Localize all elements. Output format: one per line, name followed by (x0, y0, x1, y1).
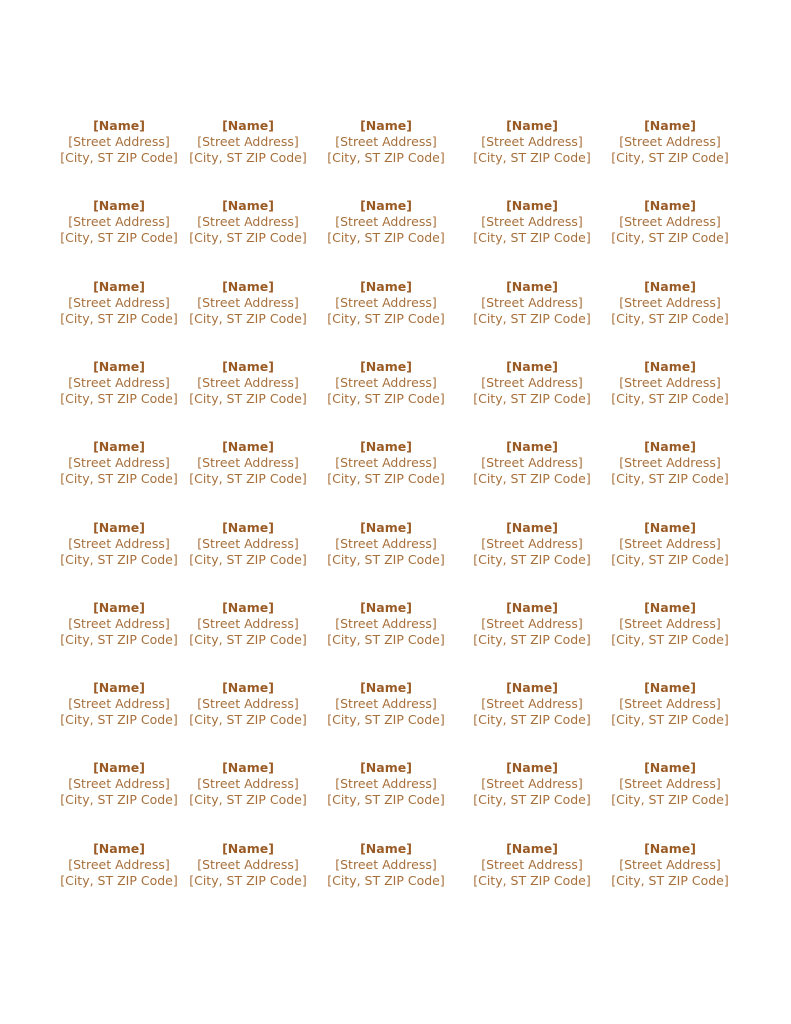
label-name: [Name] (360, 760, 412, 776)
label-name: [Name] (644, 278, 696, 294)
label-street-address: [Street Address] (197, 455, 299, 471)
address-label (52, 279, 186, 339)
label-street-address: [Street Address] (335, 696, 437, 712)
address-label (603, 118, 737, 178)
address-label (465, 279, 599, 339)
address-label (465, 760, 599, 820)
label-city-state-zip: [City, ST ZIP Code] (473, 712, 591, 728)
label-name: [Name] (93, 680, 145, 696)
label-street-address: [Street Address] (619, 856, 721, 872)
label-name: [Name] (93, 439, 145, 455)
label-street-address: [Street Address] (619, 776, 721, 792)
label-city-state-zip: [City, ST ZIP Code] (611, 872, 729, 888)
label-name: [Name] (222, 439, 274, 455)
label-name: [Name] (506, 118, 558, 133)
label-name: [Name] (644, 760, 696, 776)
label-name: [Name] (93, 278, 145, 294)
label-name: [Name] (93, 840, 145, 856)
label-name: [Name] (222, 840, 274, 856)
label-city-state-zip: [City, ST ZIP Code] (189, 872, 307, 888)
label-name: [Name] (360, 680, 412, 696)
address-label (603, 520, 737, 580)
address-label (181, 359, 315, 419)
label-street-address: [Street Address] (197, 535, 299, 551)
label-street-address: [Street Address] (481, 615, 583, 631)
label-name: [Name] (360, 599, 412, 615)
label-name: [Name] (222, 519, 274, 535)
label-street-address: [Street Address] (68, 374, 170, 390)
label-city-state-zip: [City, ST ZIP Code] (611, 390, 729, 406)
address-label (465, 520, 599, 580)
label-city-state-zip: [City, ST ZIP Code] (327, 792, 445, 808)
address-label (181, 841, 315, 901)
label-city-state-zip: [City, ST ZIP Code] (60, 712, 178, 728)
label-city-state-zip: [City, ST ZIP Code] (189, 471, 307, 487)
label-name: [Name] (222, 599, 274, 615)
address-label (181, 198, 315, 258)
label-name: [Name] (93, 599, 145, 615)
label-name: [Name] (506, 278, 558, 294)
address-label (319, 600, 453, 660)
address-label (319, 439, 453, 499)
label-city-state-zip: [City, ST ZIP Code] (473, 230, 591, 246)
address-label (319, 118, 453, 178)
label-name: [Name] (506, 840, 558, 856)
address-label (465, 359, 599, 419)
address-label (603, 279, 737, 339)
address-label (319, 520, 453, 580)
label-street-address: [Street Address] (335, 455, 437, 471)
label-name: [Name] (222, 760, 274, 776)
label-name: [Name] (360, 439, 412, 455)
label-city-state-zip: [City, ST ZIP Code] (327, 230, 445, 246)
label-city-state-zip: [City, ST ZIP Code] (473, 310, 591, 326)
address-label (603, 760, 737, 820)
label-street-address: [Street Address] (481, 374, 583, 390)
label-city-state-zip: [City, ST ZIP Code] (60, 310, 178, 326)
label-name: [Name] (222, 278, 274, 294)
address-label (319, 279, 453, 339)
label-city-state-zip: [City, ST ZIP Code] (189, 310, 307, 326)
address-label (52, 118, 186, 178)
label-city-state-zip: [City, ST ZIP Code] (60, 230, 178, 246)
label-name: [Name] (360, 840, 412, 856)
address-label (319, 198, 453, 258)
label-name: [Name] (93, 358, 145, 374)
label-street-address: [Street Address] (481, 214, 583, 230)
label-street-address: [Street Address] (335, 214, 437, 230)
label-street-address: [Street Address] (68, 615, 170, 631)
label-city-state-zip: [City, ST ZIP Code] (189, 712, 307, 728)
label-street-address: [Street Address] (197, 696, 299, 712)
label-street-address: [Street Address] (335, 134, 437, 149)
label-name: [Name] (644, 840, 696, 856)
label-street-address: [Street Address] (481, 856, 583, 872)
address-label (465, 198, 599, 258)
label-street-address: [Street Address] (197, 134, 299, 149)
label-city-state-zip: [City, ST ZIP Code] (60, 150, 178, 165)
label-street-address: [Street Address] (619, 615, 721, 631)
label-street-address: [Street Address] (68, 696, 170, 712)
label-street-address: [Street Address] (335, 615, 437, 631)
label-street-address: [Street Address] (68, 134, 170, 149)
label-name: [Name] (222, 680, 274, 696)
label-city-state-zip: [City, ST ZIP Code] (473, 792, 591, 808)
label-city-state-zip: [City, ST ZIP Code] (189, 390, 307, 406)
label-name: [Name] (506, 439, 558, 455)
label-name: [Name] (360, 358, 412, 374)
label-city-state-zip: [City, ST ZIP Code] (189, 792, 307, 808)
label-street-address: [Street Address] (197, 294, 299, 310)
label-name: [Name] (644, 680, 696, 696)
address-label (319, 841, 453, 901)
address-label (465, 439, 599, 499)
label-street-address: [Street Address] (335, 535, 437, 551)
label-street-address: [Street Address] (197, 214, 299, 230)
address-label (465, 118, 599, 178)
label-city-state-zip: [City, ST ZIP Code] (473, 150, 591, 165)
address-label (52, 760, 186, 820)
address-label (603, 680, 737, 740)
label-name: [Name] (506, 198, 558, 214)
address-label (465, 841, 599, 901)
label-name: [Name] (360, 198, 412, 214)
label-city-state-zip: [City, ST ZIP Code] (611, 631, 729, 647)
label-street-address: [Street Address] (68, 455, 170, 471)
label-name: [Name] (506, 760, 558, 776)
label-street-address: [Street Address] (481, 776, 583, 792)
label-name: [Name] (360, 519, 412, 535)
address-label (319, 680, 453, 740)
label-street-address: [Street Address] (481, 294, 583, 310)
address-label (319, 760, 453, 820)
address-label (52, 359, 186, 419)
label-city-state-zip: [City, ST ZIP Code] (611, 792, 729, 808)
label-city-state-zip: [City, ST ZIP Code] (60, 792, 178, 808)
label-name: [Name] (360, 278, 412, 294)
address-label (52, 198, 186, 258)
label-city-state-zip: [City, ST ZIP Code] (327, 872, 445, 888)
label-name: [Name] (360, 118, 412, 133)
label-city-state-zip: [City, ST ZIP Code] (189, 551, 307, 567)
label-street-address: [Street Address] (619, 696, 721, 712)
label-name: [Name] (93, 118, 145, 133)
label-city-state-zip: [City, ST ZIP Code] (189, 150, 307, 165)
label-street-address: [Street Address] (619, 535, 721, 551)
label-name: [Name] (644, 118, 696, 133)
address-label (52, 439, 186, 499)
address-label (603, 198, 737, 258)
label-city-state-zip: [City, ST ZIP Code] (473, 872, 591, 888)
label-name: [Name] (93, 760, 145, 776)
label-street-address: [Street Address] (197, 615, 299, 631)
label-city-state-zip: [City, ST ZIP Code] (60, 631, 178, 647)
label-street-address: [Street Address] (619, 294, 721, 310)
label-street-address: [Street Address] (481, 535, 583, 551)
label-city-state-zip: [City, ST ZIP Code] (60, 551, 178, 567)
label-name: [Name] (506, 599, 558, 615)
label-city-state-zip: [City, ST ZIP Code] (473, 390, 591, 406)
address-label (181, 760, 315, 820)
label-name: [Name] (506, 519, 558, 535)
label-street-address: [Street Address] (619, 374, 721, 390)
label-name: [Name] (644, 439, 696, 455)
label-city-state-zip: [City, ST ZIP Code] (611, 150, 729, 165)
address-label (181, 680, 315, 740)
label-name: [Name] (222, 198, 274, 214)
address-label (603, 600, 737, 660)
label-street-address: [Street Address] (335, 776, 437, 792)
label-city-state-zip: [City, ST ZIP Code] (611, 551, 729, 567)
label-street-address: [Street Address] (481, 455, 583, 471)
label-name: [Name] (222, 118, 274, 133)
label-city-state-zip: [City, ST ZIP Code] (473, 471, 591, 487)
label-street-address: [Street Address] (197, 374, 299, 390)
label-city-state-zip: [City, ST ZIP Code] (327, 712, 445, 728)
label-name: [Name] (93, 198, 145, 214)
label-name: [Name] (506, 358, 558, 374)
label-city-state-zip: [City, ST ZIP Code] (473, 551, 591, 567)
label-street-address: [Street Address] (197, 776, 299, 792)
label-city-state-zip: [City, ST ZIP Code] (473, 631, 591, 647)
label-city-state-zip: [City, ST ZIP Code] (611, 471, 729, 487)
label-city-state-zip: [City, ST ZIP Code] (189, 230, 307, 246)
label-name: [Name] (644, 198, 696, 214)
label-street-address: [Street Address] (335, 856, 437, 872)
address-label (465, 680, 599, 740)
label-street-address: [Street Address] (68, 214, 170, 230)
label-city-state-zip: [City, ST ZIP Code] (327, 310, 445, 326)
label-street-address: [Street Address] (619, 134, 721, 149)
label-street-address: [Street Address] (619, 214, 721, 230)
address-label (181, 439, 315, 499)
label-city-state-zip: [City, ST ZIP Code] (60, 390, 178, 406)
address-label (603, 359, 737, 419)
label-street-address: [Street Address] (335, 374, 437, 390)
label-street-address: [Street Address] (68, 776, 170, 792)
label-street-address: [Street Address] (481, 696, 583, 712)
address-label (181, 600, 315, 660)
address-label (319, 359, 453, 419)
address-label (181, 118, 315, 178)
label-city-state-zip: [City, ST ZIP Code] (611, 712, 729, 728)
label-city-state-zip: [City, ST ZIP Code] (60, 471, 178, 487)
label-street-address: [Street Address] (68, 856, 170, 872)
label-street-address: [Street Address] (619, 455, 721, 471)
label-city-state-zip: [City, ST ZIP Code] (611, 230, 729, 246)
address-label (603, 841, 737, 901)
label-street-address: [Street Address] (68, 535, 170, 551)
label-city-state-zip: [City, ST ZIP Code] (189, 631, 307, 647)
address-label (52, 600, 186, 660)
label-name: [Name] (644, 519, 696, 535)
label-city-state-zip: [City, ST ZIP Code] (327, 150, 445, 165)
label-street-address: [Street Address] (197, 856, 299, 872)
address-label (181, 520, 315, 580)
address-label (465, 600, 599, 660)
label-name: [Name] (644, 599, 696, 615)
label-name: [Name] (506, 680, 558, 696)
label-city-state-zip: [City, ST ZIP Code] (327, 390, 445, 406)
label-city-state-zip: [City, ST ZIP Code] (611, 310, 729, 326)
label-name: [Name] (222, 358, 274, 374)
label-street-address: [Street Address] (68, 294, 170, 310)
address-label (52, 841, 186, 901)
address-label (52, 520, 186, 580)
label-city-state-zip: [City, ST ZIP Code] (327, 471, 445, 487)
address-label (603, 439, 737, 499)
label-city-state-zip: [City, ST ZIP Code] (327, 631, 445, 647)
label-street-address: [Street Address] (481, 134, 583, 149)
label-name: [Name] (644, 358, 696, 374)
address-label (181, 279, 315, 339)
label-street-address: [Street Address] (335, 294, 437, 310)
label-city-state-zip: [City, ST ZIP Code] (327, 551, 445, 567)
address-label (52, 680, 186, 740)
label-city-state-zip: [City, ST ZIP Code] (60, 872, 178, 888)
label-name: [Name] (93, 519, 145, 535)
